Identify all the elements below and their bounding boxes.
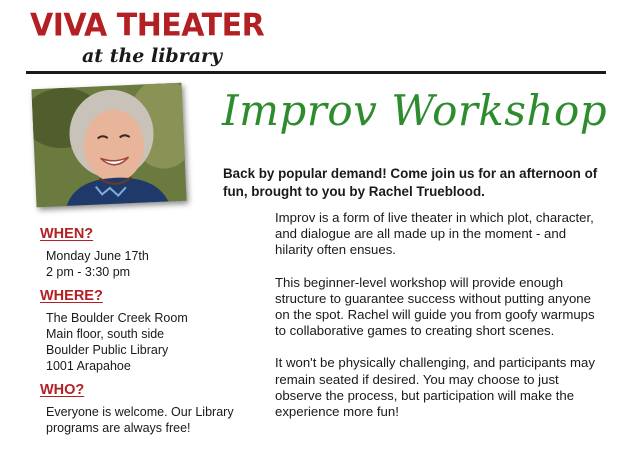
logo-title: VIVA THEATER [30,7,265,44]
presenter-photo [31,83,186,207]
who-details [46,404,250,436]
where-details [46,310,250,374]
where-line: Boulder Public Library [46,343,169,357]
who-line: Everyone is welcome. Our Library [46,405,234,419]
description-paragraph: Improv is a form of live theater in which plot, character, and dialogue are all made up in the moment - and hilarity often ensues. [275,210,594,258]
event-details [40,226,250,444]
description-paragraph: It won't be physically challenging, and participants may remain seated if desired. You may choose to just observe the process, but participation will make the experience more fun! [275,355,595,420]
event-description [275,210,605,436]
where-line: The Boulder Creek Room [46,311,188,325]
where-line: 1001 Arapahoe [46,359,131,373]
event-title: Improv Workshop [222,86,608,135]
when-line: Monday June 17th [46,249,149,263]
where-heading: WHERE? [40,288,103,304]
header-divider [26,71,606,74]
when-line: 2 pm - 3:30 pm [46,265,131,279]
who-heading: WHO? [40,382,85,398]
presenter-photo-icon [31,83,186,207]
when-details [46,248,250,280]
description-paragraph: This beginner-level workshop will provide enough structure to guarantee success without putting anyone on the spot. Rachel will guide you from goofy warmups to collaborative games to creating short scenes. [275,274,595,339]
who-line: programs are always free! [46,421,191,435]
logo-subtitle: at the library [82,45,223,67]
event-intro: Back by popular demand! Come join us for an afternoon of fun, brought to you by Rachel Trueblood. [223,166,598,199]
when-heading: WHEN? [40,226,94,242]
where-line: Main floor, south side [46,327,165,341]
